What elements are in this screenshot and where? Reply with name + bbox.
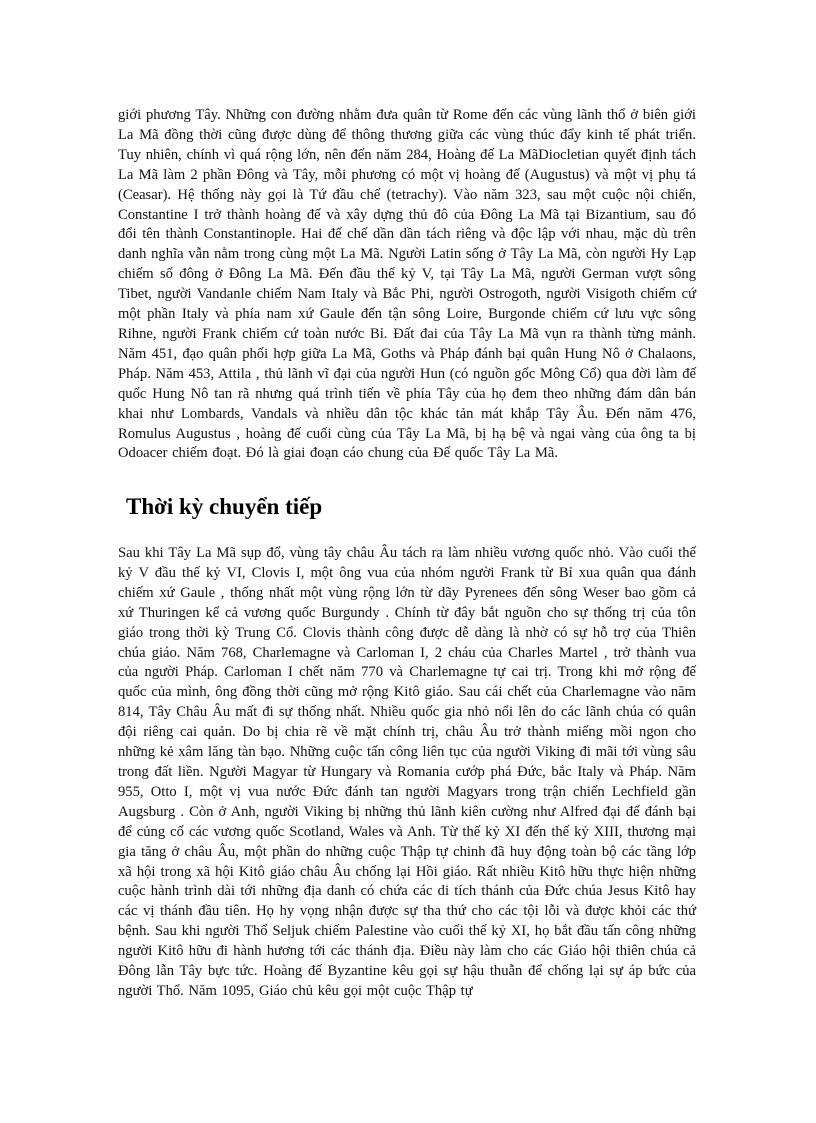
body-paragraph-2: Sau khi Tây La Mã sụp đổ, vùng tây châu Âu tách ra làm nhiều vương quốc nhỏ. Vào cuối thế kỷ V đầu thế kỷ VI, Clovis I, một ông vua của nhóm người Frank từ Bỉ xua quân qua đánh chiếm xứ Gaule , thống nhất một vùng rộng lớn từ dãy Pyrenees đến sông Weser bao gồm cả xứ Thuringen kể cả vương quốc Burgundy . Chính từ đây bắt nguồn cho sự thống trị của tôn giáo trong thời kỳ Trung Cổ. Clovis thành công được dễ dàng là nhờ có sự hỗ trợ của Thiên chúa giáo. Năm 768, Charlemagne và Carloman I, 2 cháu của Charles Martel , trở thành vua của người Pháp. Carloman I chết năm 770 và Charlemagne tự cai trị. Trong khi mở rộng đế quốc của mình, ông đồng thời cũng mở rộng Kitô giáo. Sau cái chết của Charlemagne vào năm 814, Tây Châu Âu mất đi sự thống nhất. Nhiều quốc gia nhỏ nổi lên do các lãnh chúa có quân đội riêng cai quản. Do bị chia rẽ về mặt chính trị, châu Âu trở thành miếng mồi ngon cho những kẻ xâm lăng tàn bạo. Những cuộc tấn công liên tục của người Viking đi mãi tới vùng sâu trong đất liền. Người Magyar từ Hungary và Romania cướp phá Đức, bắc Italy và Pháp. Năm 955, Otto I, một vị vua nước Đức đánh tan người Magyars trong trận chiến Lechfield gần Augsburg . Còn ở Anh, người Viking bị những thủ lãnh kiên cường như Alfred đại đế đánh bại để củng cố các vương quốc Scotland, Wales và Anh. Từ thế kỷ XI đến thế kỷ XIII, thương mại gia tăng ở châu Âu, một phần do những cuộc Thập tự chinh đã huy động toàn bộ các tầng lớp xã hội trong xã hội Kitô giáo châu Âu chống lại Hồi giáo. Rất nhiều Kitô hữu thực hiện những cuộc hành trình dài tới những địa danh có chứa các di tích thánh của Đức chúa Jesus Kitô hay các vị thánh đầu tiên. Họ hy vọng nhận được sự tha thứ cho các tội lỗi và được khỏi các thứ bệnh. Sau khi người Thổ Seljuk chiếm Palestine vào cuối thế kỷ XI, họ bắt đầu tấn công những người Kitô hữu đi hành hương tới các thánh địa. Điều này làm cho các Giáo hội thiên chúa cả Đông lẫn Tây bực tức. Hoàng đế Byzantine kêu gọi sự hậu thuẫn để chống lại sự áp bức của người Thổ. Năm 1095, Giáo chủ kêu gọi một cuộc Thập tự	[118, 545, 696, 999]
section-heading: Thời kỳ chuyển tiếp	[126, 494, 323, 519]
body-paragraph-1: giới phương Tây. Những con đường nhằm đưa quân từ Rome đến các vùng lãnh thổ ở biên giới La Mã đồng thời cũng được dùng để thông thương giữa các vùng thúc đẩy kinh tế phát triển. Tuy nhiên, chính vì quá rộng lớn, nên đến năm 284, Hoàng đế La MãDiocletian quyết định tách La Mã làm 2 phần Đông và Tây, mỗi phương có một vị hoàng đế (Augustus) và một vị phụ tá (Ceasar). Hệ thống này gọi là Tứ đầu chế (tetrachy). Vào năm 323, sau một cuộc nội chiến, Constantine I trở thành hoàng đế và xây dựng thủ đô của Đông La Mã tại Bizantium, sau đó đổi tên thành Constantinople. Hai đế chế dần dần tách riêng và độc lập với nhau, mặc dù trên danh nghĩa vẫn nằm trong cùng một La Mã. Người Latin sống ở Tây La Mã, còn người Hy Lạp chiếm số đông ở Đông La Mã. Đến đầu thế kỷ V, tại Tây La Mã, người German vượt sông Tibet, người Vandanle chiếm Nam Italy và Bắc Phi, người Ostrogoth, người Visigoth chiếm cứ một phần Italy và phía nam xứ Gaule đến tận sông Loire, Burgonde chiếm cứ lưu vực sông Rihne, người Frank chiếm cứ toàn nước Bỉ. Đất đai của Tây La Mã vụn ra thành từng mảnh. Năm 451, đạo quân phối hợp giữa La Mã, Goths và Pháp đánh bại quân Hung Nô ở Chalaons, Pháp. Năm 453, Attila , thủ lãnh vĩ đại của người Hun (có nguồn gốc Mông Cổ) qua đời làm đế quốc Hung Nô tan rã nhưng quá trình tiến về phía Tây của họ đem theo những đám dân bán khai như Lombards, Vandals và nhiều dân tộc khác tản mát khắp Tây Âu. Đến năm 476, Romulus Augustus , hoàng đế cuối cùng của Tây La Mã, bị hạ bệ và ngai vàng của ông ta bị Odoacer chiếm đoạt. Đó là giai đoạn cáo chung của Đế quốc Tây La Mã.	[118, 107, 696, 462]
